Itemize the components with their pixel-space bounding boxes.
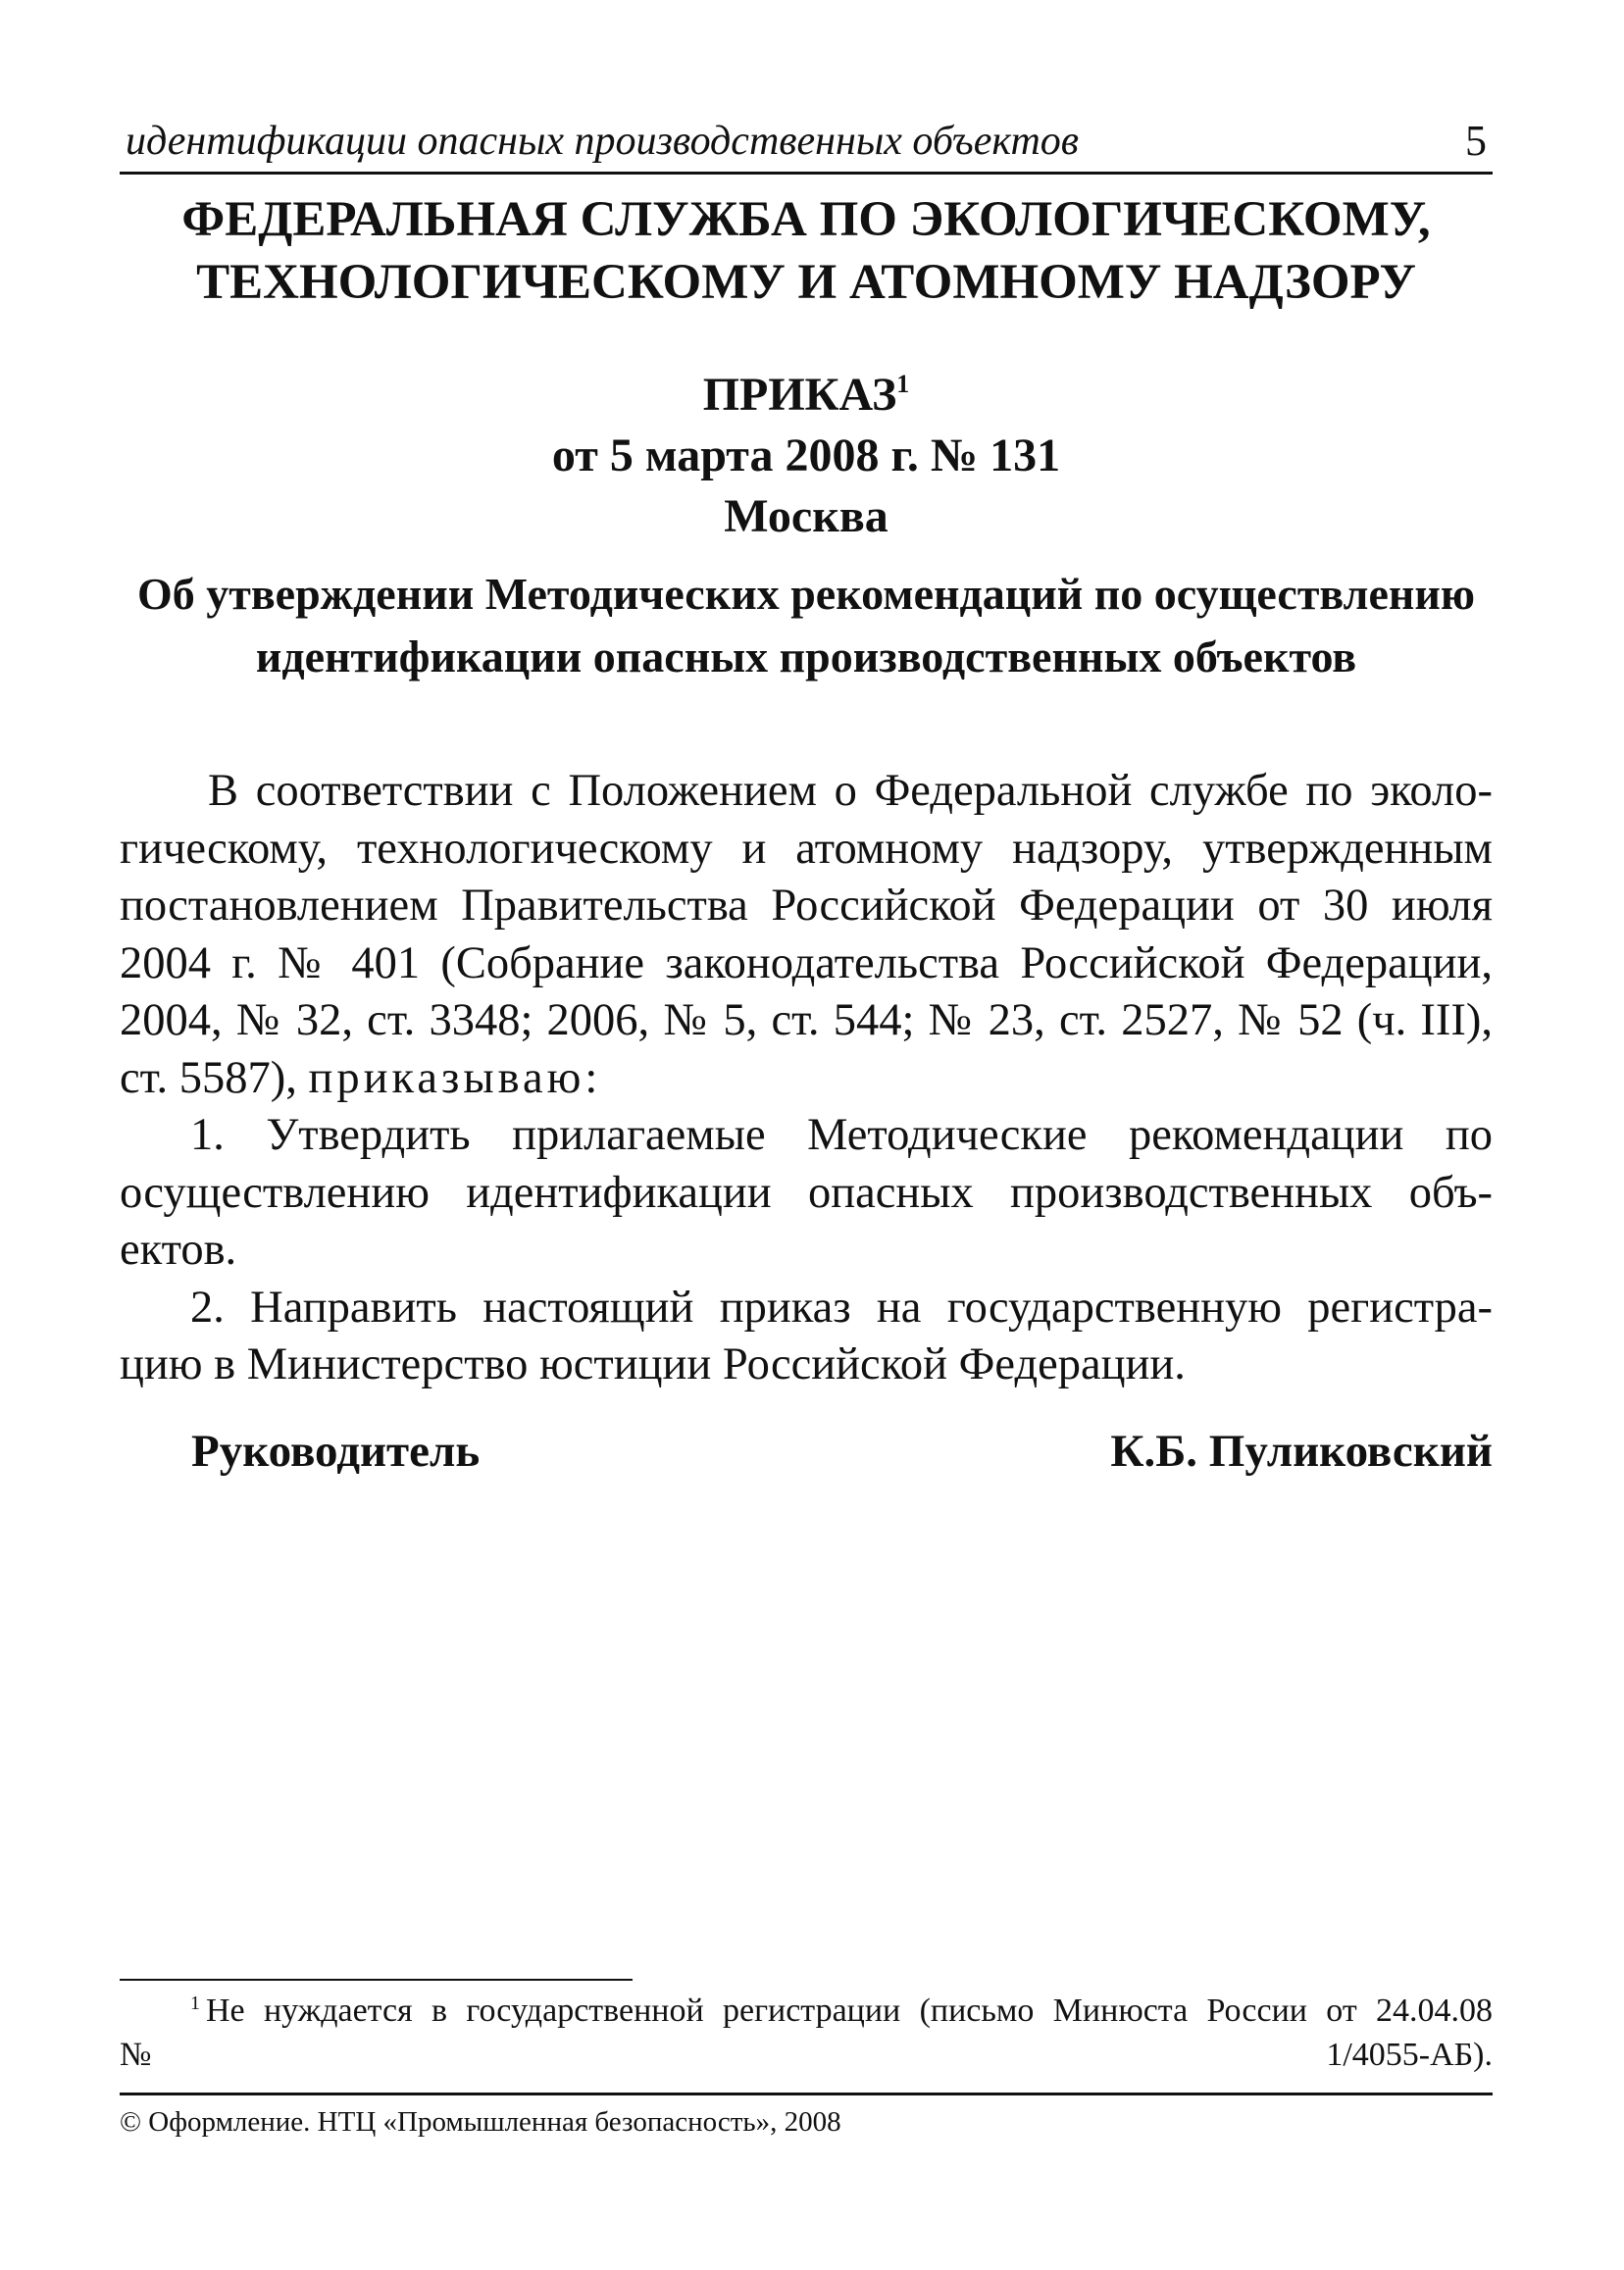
order-city: Москва [724, 490, 888, 542]
running-header [120, 113, 1493, 175]
footnote [120, 1989, 1493, 2077]
signatory-role: Руководитель [191, 1426, 481, 1477]
item-1-line: 1. Утвердить прилагаемые Методические рекомендации по [190, 1110, 1493, 1160]
item-1-line: ектов. [120, 1225, 237, 1275]
order-title: ПРИКАЗ [702, 369, 897, 421]
item-2-line: 2. Направить настоящий приказ на государственную регистра- [190, 1282, 1493, 1333]
item-1-line: осуществлению идентификации опасных производственных объ- [120, 1167, 1493, 1218]
signatory-name: К.Б. Пуликовский [1110, 1426, 1493, 1477]
preamble-end: ст. 5587), [120, 1052, 297, 1103]
page-number: 5 [1465, 117, 1487, 165]
agency-line-2: ТЕХНОЛОГИЧЕСКОМУ И АТОМНОМУ НАДЗОРУ [196, 255, 1416, 310]
order-date-number: от 5 марта 2008 г. № 131 [551, 429, 1061, 481]
agency-heading [120, 188, 1493, 314]
order-heading [120, 365, 1493, 547]
subject-line-1: Об утверждении Методических рекомендаций по осуществлению [136, 569, 1476, 619]
footnote-line-2: № 1/4055-АБ). [120, 2037, 1493, 2073]
footnote-mark: 1 [190, 1993, 200, 2014]
footer-divider [120, 2093, 1493, 2095]
preamble-line: В соответствии с Положением о Федеральной службе по эколо- [208, 766, 1493, 816]
order-body [120, 763, 1493, 1394]
preamble-line: гическому, технологическому и атомному надзору, утвержденным [120, 823, 1493, 874]
footnote-text-1: Не нуждается в государственной регистрации (письмо Минюста России от 24.04.08 [206, 1993, 1493, 2029]
footnote-line-1 [120, 1989, 1493, 2033]
footnote-divider [120, 1979, 633, 1981]
order-title-line [120, 365, 1493, 426]
item-2-line: цию в Министерство юстиции Российской Федерации. [120, 1339, 1186, 1389]
preamble-end-line [120, 1050, 1493, 1108]
preamble-line: постановлением Правительства Российской Федерации от 30 июля [120, 881, 1493, 931]
subject-line-2: идентификации опасных производственных объектов [255, 631, 1357, 681]
copyright-notice: © Оформление. НТЦ «Промышленная безопасность», 2008 [120, 2106, 841, 2138]
preamble-line: 2004 г. № 401 (Собрание законодательства Российской Федерации, [120, 937, 1493, 988]
order-footnote-mark: 1 [896, 370, 910, 398]
order-subject [120, 563, 1493, 688]
running-title: идентификации опасных производственных объектов [126, 119, 1080, 164]
agency-line-1: ФЕДЕРАЛЬНАЯ СЛУЖБА ПО ЭКОЛОГИЧЕСКОМУ, [181, 192, 1431, 247]
preamble-line: 2004, № 32, ст. 3348; 2006, № 5, ст. 544; № 23, ст. 2527, № 52 (ч. III), [120, 995, 1493, 1045]
order-word: приказываю: [308, 1052, 602, 1103]
